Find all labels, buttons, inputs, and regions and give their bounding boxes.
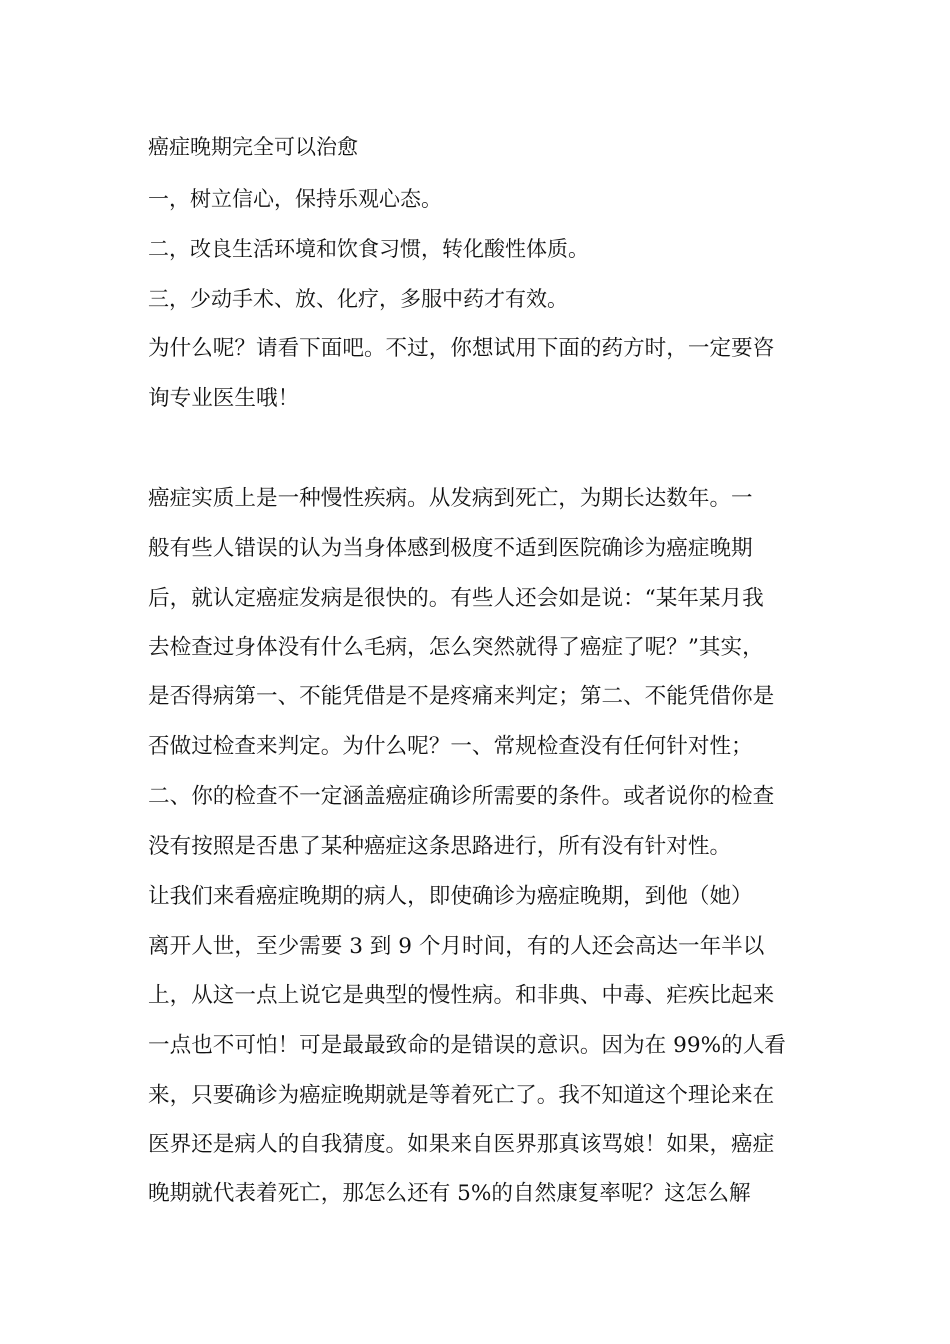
intro-line-2: 询专业医生哦！	[148, 386, 300, 411]
point-2: 二，改良生活环境和饮食习惯，转化酸性体质。	[148, 237, 589, 261]
paragraph1-line-8: 没有按照是否患了某种癌症这条思路进行，所有没有针对性。	[148, 834, 732, 859]
point-3: 三，少动手术、放、化疗，多服中药才有效。	[148, 287, 568, 311]
point-1: 一，树立信心，保持乐观心态。	[148, 187, 442, 211]
paragraph1-line-7: 二、你的检查不一定涵盖癌症确诊所需要的条件。或者说你的检查	[148, 784, 775, 809]
paragraph1-line-6: 否做过检查来判定。为什么呢？一、常规检查没有任何针对性；	[148, 734, 753, 759]
paragraph2-line-7: 晚期就代表着死亡，那怎么还有 5%的自然康复率呢？这怎么解	[148, 1181, 751, 1206]
paragraph1-line-3: 后，就认定癌症发病是很快的。有些人还会如是说：“某年某月我	[148, 586, 764, 611]
paragraph2-line-3: 上，从这一点上说它是典型的慢性病。和非典、中毒、疟疾比起来	[148, 983, 775, 1008]
paragraph1-line-2: 般有些人错误的认为当身体感到极度不适到医院确诊为癌症晚期	[148, 536, 753, 561]
paragraph2-line-2: 离开人世，至少需要 3 到 9 个月时间，有的人还会高达一年半以	[148, 934, 765, 959]
paragraph1-line-5: 是否得病第一、不能凭借是不是疼痛来判定；第二、不能凭借你是	[148, 684, 775, 709]
paragraph1-line-1: 癌症实质上是一种慢性疾病。从发病到死亡，为期长达数年。一	[148, 486, 753, 511]
intro-line-1: 为什么呢？请看下面吧。不过，你想试用下面的药方时，一定要咨	[148, 336, 775, 361]
paragraph2-line-6: 医界还是病人的自我猜度。如果来自医界那真该骂娘！如果，癌症	[148, 1132, 775, 1157]
paragraph1-line-4: 去检查过身体没有什么毛病，怎么突然就得了癌症了呢？”其实，	[148, 635, 764, 660]
document-title: 癌症晚期完全可以治愈	[148, 135, 358, 159]
paragraph2-line-4: 一点也不可怕！可是最最致命的是错误的意识。因为在 99%的人看	[148, 1033, 786, 1058]
paragraph2-line-5: 来，只要确诊为癌症晚期就是等着死亡了。我不知道这个理论来在	[148, 1083, 775, 1108]
paragraph2-line-1: 让我们来看癌症晚期的病人，即使确诊为癌症晚期，到他（她）	[148, 884, 753, 909]
